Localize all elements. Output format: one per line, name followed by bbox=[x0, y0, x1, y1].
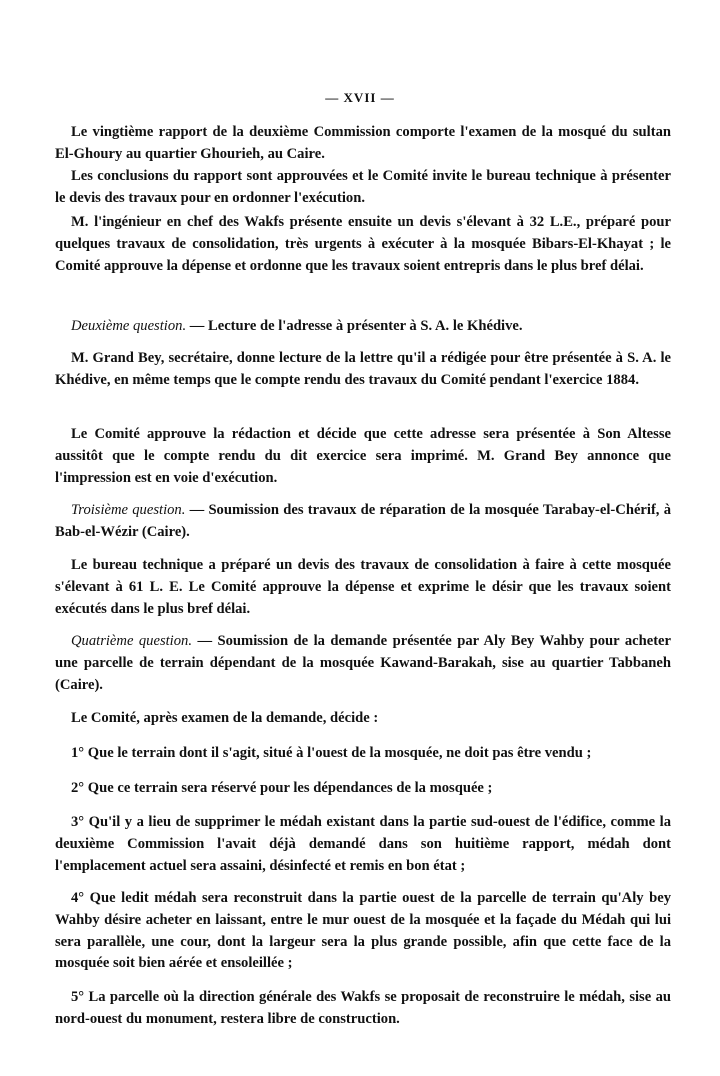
question-text: — Soumission des travaux de réparation de la mosquée Tarabay-el-Chérif, à Bab-el-Wézir (Caire). bbox=[55, 502, 671, 540]
question-title: Deuxième question. bbox=[71, 318, 187, 334]
section-heading bbox=[55, 631, 671, 696]
paragraph: Le Comité, après examen de la demande, décide : bbox=[71, 710, 379, 726]
section-heading bbox=[55, 500, 671, 544]
paragraph: M. Grand Bey, secrétaire, donne lecture de la lettre qu'il a rédigée pour être présentée à S. A. le Khédive, en même temps que le compte rendu des travaux du Comité pendant l'exercice 1884. bbox=[55, 350, 671, 388]
paragraph: Le bureau technique a préparé un devis des travaux de consolidation à faire à cette mosquée s'élevant à 61 L. E. Le Comité approuve la dépense et exprime le désir que les travaux soient exécutés dans le plus bref délai. bbox=[55, 557, 671, 617]
question-text: — Soumission de la demande présentée par Aly Bey Wahby pour acheter une parcelle de terrain dépendant de la mosquée Kawand-Barakah, sise au quartier Tabbaneh (Caire). bbox=[55, 633, 672, 693]
question-title: Quatrième question. bbox=[71, 633, 192, 649]
list-item: 5° La parcelle où la direction générale des Wakfs se proposait de reconstruire le médah, sise au nord-ouest du monument, restera libre de construction. bbox=[55, 989, 671, 1027]
section-heading bbox=[55, 316, 671, 338]
page-number: — XVII — bbox=[325, 90, 395, 105]
question-title: Troisième question. bbox=[71, 502, 186, 518]
question-text: — Lecture de l'adresse à présenter à S. A. le Khédive. bbox=[189, 318, 523, 334]
paragraph: Le Comité approuve la rédaction et décide que cette adresse sera présentée à Son Altesse aussitôt que le compte rendu du dit exercice sera imprimé. M. Grand Bey annonce que l'impression est en voie d'exécution. bbox=[55, 426, 671, 486]
paragraph: M. l'ingénieur en chef des Wakfs présente ensuite un devis s'élevant à 32 L.E., préparé pour quelques travaux de consolidation, très urgents à exécuter à la mosquée Bibars-El-Khayat ; le Comité approuve la dépense et ordonne que les travaux soient entrepris dans le plus bref délai. bbox=[55, 214, 671, 274]
list-item: 3° Qu'il y a lieu de supprimer le médah existant dans la partie sud-ouest de l'édifice, comme la deuxième Commission l'avait déjà demandé dans son huitième rapport, médah dont l'emplacement actuel sera assaini, désinfecté et remis en bon état ; bbox=[55, 814, 671, 874]
paragraph: Les conclusions du rapport sont approuvées et le Comité invite le bureau technique à présenter le devis des travaux pour en ordonner l'exécution. bbox=[55, 168, 671, 206]
list-item: 1° Que le terrain dont il s'agit, situé à l'ouest de la mosquée, ne doit pas être vendu ; bbox=[71, 745, 592, 761]
list-item: 2° Que ce terrain sera réservé pour les dépendances de la mosquée ; bbox=[71, 780, 493, 796]
list-item: 4° Que ledit médah sera reconstruit dans la partie ouest de la parcelle de terrain qu'Aly bey Wahby désire acheter en laissant, entre le mur ouest de la mosquée et la façade du Médah qui lui sera parallèle, une cour, dont la largeur sera la plus grande possible, afin que cette face de la mosquée soit bien aérée et ensoleillée ; bbox=[55, 890, 671, 972]
paragraph: Le vingtième rapport de la deuxième Commission comporte l'examen de la mosqué du sultan El-Ghoury au quartier Ghourieh, au Caire. bbox=[55, 124, 671, 162]
